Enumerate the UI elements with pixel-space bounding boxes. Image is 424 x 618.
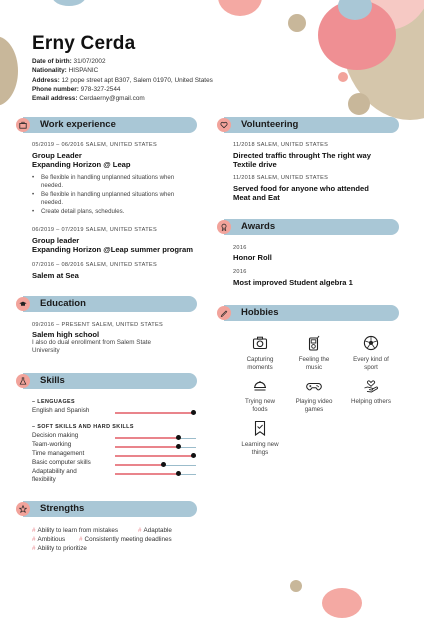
strengths-title: Strengths [40,503,85,514]
hobby-label: Helping others [351,398,391,405]
skill-name: flexibility [32,476,56,483]
helping-hands-icon [363,378,379,394]
star-icon [16,502,30,516]
decor-circle [52,0,86,6]
hobby-label: Learning new things [241,441,279,457]
personal-info [32,57,213,103]
hobby-label: Playing video games [295,398,333,414]
strength-item: # Ability to prioritize [32,545,87,552]
job-org: Expanding Horizon @ Leap [32,160,131,169]
skill-meter [115,435,196,441]
job-role: Salem at Sea [32,271,79,280]
camera-icon [252,335,268,351]
strength-item: # Adaptable [138,527,172,534]
address-label: Address: [32,76,60,84]
briefcase-icon [16,118,30,132]
address-value: 12 pope street apt B307, Salem 01970, United States [61,76,213,84]
strength-item: # Ability to learn from mistakes [32,527,119,534]
music-player-icon [306,335,322,351]
volunteer-role: Served food for anyone who attended [233,184,369,193]
work-experience-title: Work experience [40,119,116,130]
skill-fill [115,455,193,457]
skill-meter [115,471,196,477]
skill-name: Time management [32,450,85,457]
job-date: 05/2019 – 06/2016 SALEM, UNITED STATES [32,142,157,148]
food-icon [252,378,268,394]
list-item: • Create detail plans, schedules. [32,207,125,215]
awards-header [224,219,399,235]
dob-value: 31/07/2002 [73,58,106,65]
hobbies-title: Hobbies [241,307,279,318]
decor-circle [348,93,370,115]
decor-circle [288,14,306,32]
education-date: 09/2016 – PRESENT SALEM, UNITED STATES [32,322,164,328]
hobby-label: Feeling the music [298,356,330,372]
skill-name: Decision making [32,432,79,439]
volunteering-title: Volunteering [241,119,299,130]
soft-skills-heading: – SOFT SKILLS AND HARD SKILLS [32,424,134,430]
hobby-label: Trying new foods [244,398,276,414]
skill-knob [176,471,181,476]
phone-value: 978-327-2544 [80,85,121,93]
person-name: Erny Cerda [32,33,136,54]
skill-meter [115,444,196,450]
skill-knob [176,444,181,449]
languages-heading: – LENGUAGES [32,399,76,405]
flask-icon [16,374,30,388]
pen-icon [217,306,231,320]
job-date: 06/2019 – 07/2019 SALEM, UNITED STATES [32,227,157,233]
job-org: Expanding Horizon @Leap summer program [32,245,193,254]
email-value: Cerdaerny@gmail.com [79,95,145,103]
heart-icon [217,118,231,132]
education-desc: I also do dual enrollment from Salem State [32,339,152,346]
decor-circle [0,36,18,106]
work-experience-header [23,117,197,133]
soccer-ball-icon [363,335,379,351]
skills-header [23,373,197,389]
skill-knob [161,462,166,467]
bookmark-check-icon [252,420,268,436]
skill-meter [115,453,196,459]
skill-fill [115,412,193,414]
nationality-value: HISPANIC [68,67,99,75]
skills-title: Skills [40,375,65,386]
decor-circle [338,72,348,82]
education-header [23,296,197,312]
education-desc: University [32,347,60,354]
skill-fill [115,446,178,448]
skill-fill [115,437,178,439]
skill-knob [191,453,196,458]
skill-fill [115,473,178,475]
skill-knob [191,410,196,415]
volunteer-date: 11/2018 SALEM, UNITED STATES [233,175,329,181]
decor-circle [322,588,362,618]
phone-label: Phone number: [32,85,79,93]
skill-meter [115,462,196,468]
job-date: 07/2016 – 08/2016 SALEM, UNITED STATES [32,262,157,268]
skill-meter [115,410,196,416]
skill-name: Basic computer skills [32,459,91,466]
award-year: 2016 [233,245,247,251]
decor-circle [218,0,262,16]
hobbies-header [224,305,399,321]
skill-knob [176,435,181,440]
hobby-label: Capturing moments [246,356,274,372]
job-role: Group Leader [32,151,82,160]
skill-fill [115,464,163,466]
volunteer-role: Textile drive [233,160,277,169]
job-role: Group leader [32,236,80,245]
nationality-label: Nationality: [32,67,67,75]
volunteer-role: Meat and Eat [233,193,280,202]
graduation-cap-icon [16,297,30,311]
email-label: Email address: [32,95,78,103]
strength-item: # Consistently meeting deadlines [79,536,172,543]
award-icon [217,220,231,234]
list-item: • Be flexible in handling unplanned situations when needed. [32,174,175,190]
volunteering-header [224,117,399,133]
decor-circle [290,580,302,592]
skill-name: English and Spanish [32,407,90,414]
award-year: 2016 [233,269,247,275]
award-name: Honor Roll [233,253,272,262]
dob-label: Date of birth: [32,58,72,65]
award-name: Most improved Student algebra 1 [233,278,353,287]
gamepad-icon [306,378,322,394]
list-item: • Be flexible in handling unplanned situations when needed. [32,190,175,207]
strength-item: # Ambitious [32,536,66,543]
volunteer-date: 11/2018 SALEM, UNITED STATES [233,142,329,148]
school-name: Salem high school [32,330,100,339]
skill-name: Adaptability and [32,468,77,475]
volunteer-role: Directed traffic throught The right way [233,151,371,160]
education-title: Education [40,298,86,309]
awards-title: Awards [241,221,276,232]
hobby-label: Every kind of sport [353,356,389,372]
skill-name: Team-working [32,441,72,448]
job-bullets [32,174,200,216]
strengths-header [23,501,197,517]
